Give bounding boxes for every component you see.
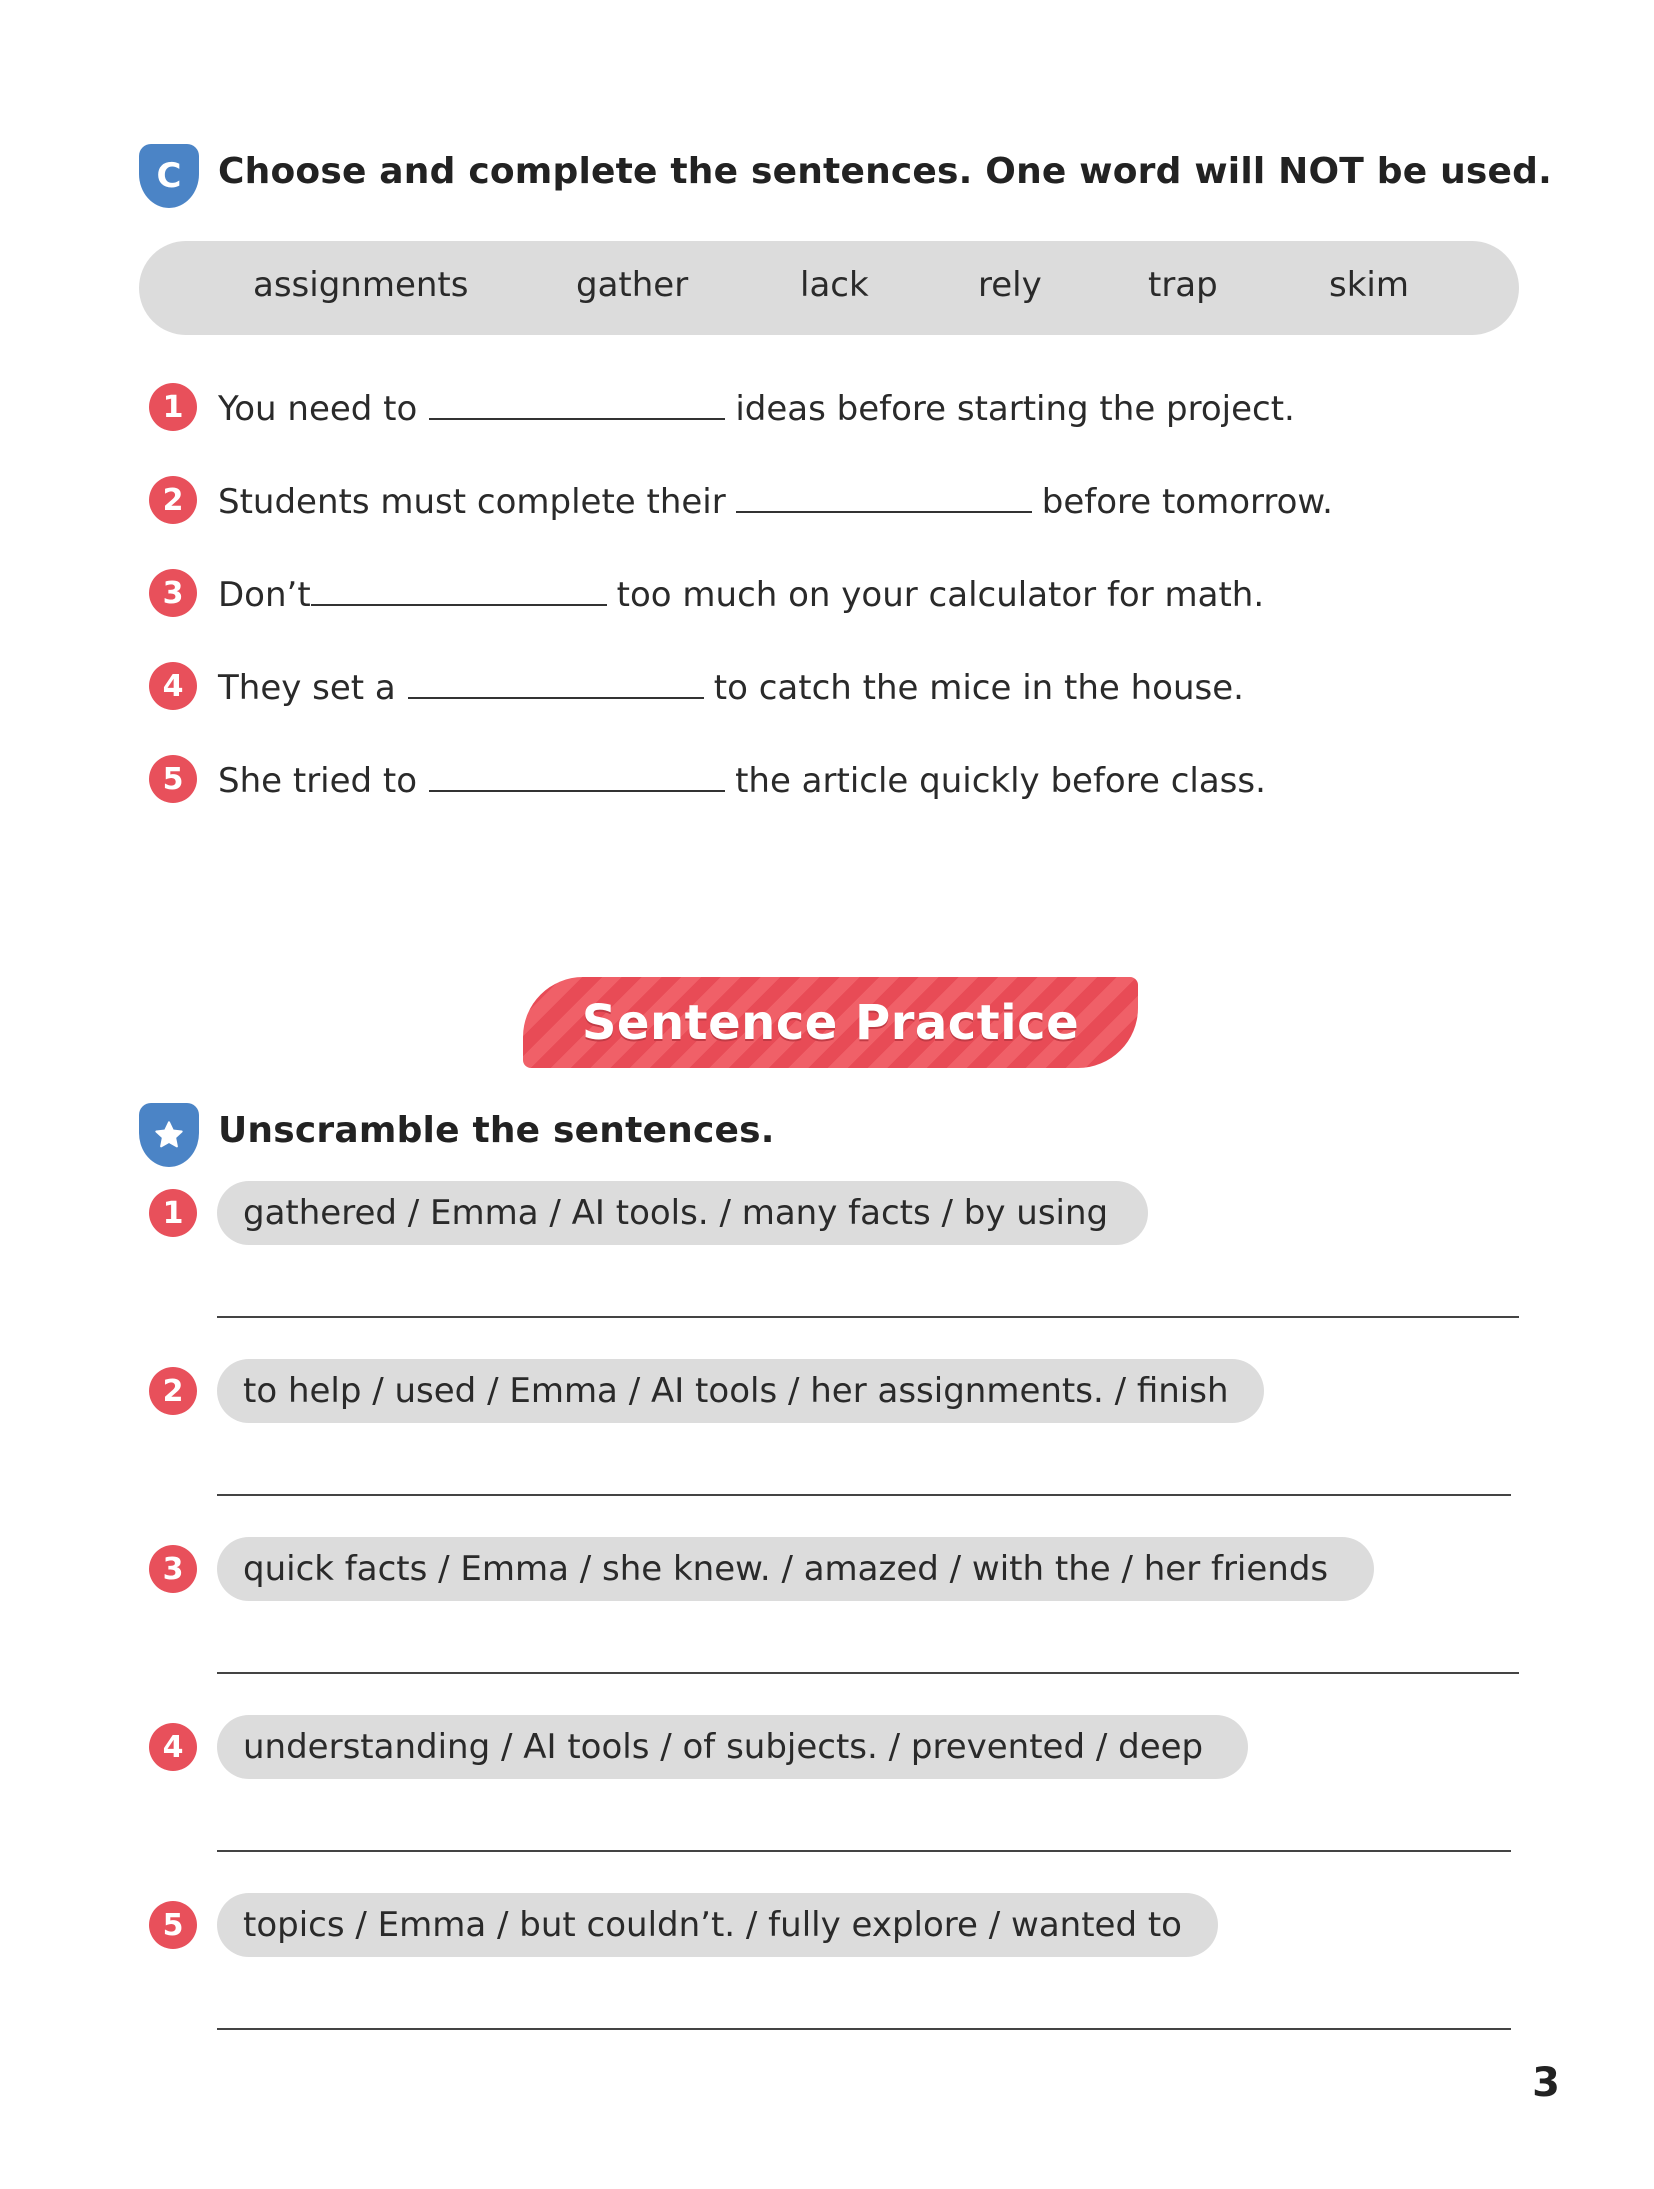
word-bank-item: trap xyxy=(1148,265,1218,305)
fill-in-sentence xyxy=(218,754,1266,801)
section-star-instruction: Unscramble the sentences. xyxy=(218,1110,775,1151)
answer-blank[interactable] xyxy=(311,568,607,606)
sentence-after: before tomorrow. xyxy=(1041,482,1333,522)
answer-line[interactable] xyxy=(217,1494,1511,1496)
question-number: 3 xyxy=(149,569,197,617)
page-number: 3 xyxy=(1532,2060,1560,2106)
word-bank-item: rely xyxy=(978,265,1042,305)
answer-blank[interactable] xyxy=(736,475,1032,513)
question-number: 5 xyxy=(149,755,197,803)
sentence-before: You need to xyxy=(218,389,418,429)
section-star-badge xyxy=(139,1103,199,1167)
question-number: 4 xyxy=(149,1723,197,1771)
answer-line[interactable] xyxy=(217,2028,1511,2030)
question-number: 1 xyxy=(149,383,197,431)
answer-blank[interactable] xyxy=(429,382,725,420)
scrambled-words: quick facts / Emma / she knew. / amazed / with the / her friends xyxy=(217,1537,1374,1601)
question-number: 2 xyxy=(149,1367,197,1415)
sentence-after: too much on your calculator for math. xyxy=(616,575,1265,615)
word-bank-item: gather xyxy=(576,265,689,305)
sentence-after: ideas before starting the project. xyxy=(735,389,1295,429)
answer-blank[interactable] xyxy=(429,754,725,792)
answer-line[interactable] xyxy=(217,1672,1519,1674)
fill-in-sentence xyxy=(218,382,1295,429)
question-number: 5 xyxy=(149,1901,197,1949)
sentence-practice-banner xyxy=(523,977,1138,1068)
sentence-before: Students must complete their xyxy=(218,482,726,522)
question-number: 4 xyxy=(149,662,197,710)
scrambled-words: topics / Emma / but couldn’t. / fully explore / wanted to xyxy=(217,1893,1218,1957)
section-c-badge-letter: C xyxy=(156,156,182,196)
sentence-after: to catch the mice in the house. xyxy=(713,668,1244,708)
fill-in-sentence xyxy=(218,475,1333,522)
section-c-instruction: Choose and complete the sentences. One word will NOT be used. xyxy=(218,151,1552,192)
word-bank-item: skim xyxy=(1329,265,1409,305)
word-bank-item: lack xyxy=(800,265,869,305)
answer-line[interactable] xyxy=(217,1316,1519,1318)
fill-in-sentence xyxy=(218,661,1244,708)
fill-in-sentence xyxy=(218,568,1264,615)
answer-line[interactable] xyxy=(217,1850,1511,1852)
question-number: 2 xyxy=(149,476,197,524)
scrambled-words: to help / used / Emma / AI tools / her assignments. / finish xyxy=(217,1359,1264,1423)
sentence-before: Don’t xyxy=(218,575,311,615)
star-icon xyxy=(153,1119,185,1151)
word-bank-item: assignments xyxy=(253,265,469,305)
sentence-after: the article quickly before class. xyxy=(735,761,1266,801)
banner-title: Sentence Practice xyxy=(581,994,1080,1051)
word-bank xyxy=(139,241,1519,335)
sentence-before: They set a xyxy=(218,668,396,708)
scrambled-words: understanding / AI tools / of subjects. / prevented / deep xyxy=(217,1715,1248,1779)
section-c-badge xyxy=(139,144,199,208)
answer-blank[interactable] xyxy=(408,661,704,699)
scrambled-words: gathered / Emma / AI tools. / many facts / by using xyxy=(217,1181,1148,1245)
question-number: 1 xyxy=(149,1189,197,1237)
sentence-before: She tried to xyxy=(218,761,418,801)
question-number: 3 xyxy=(149,1545,197,1593)
